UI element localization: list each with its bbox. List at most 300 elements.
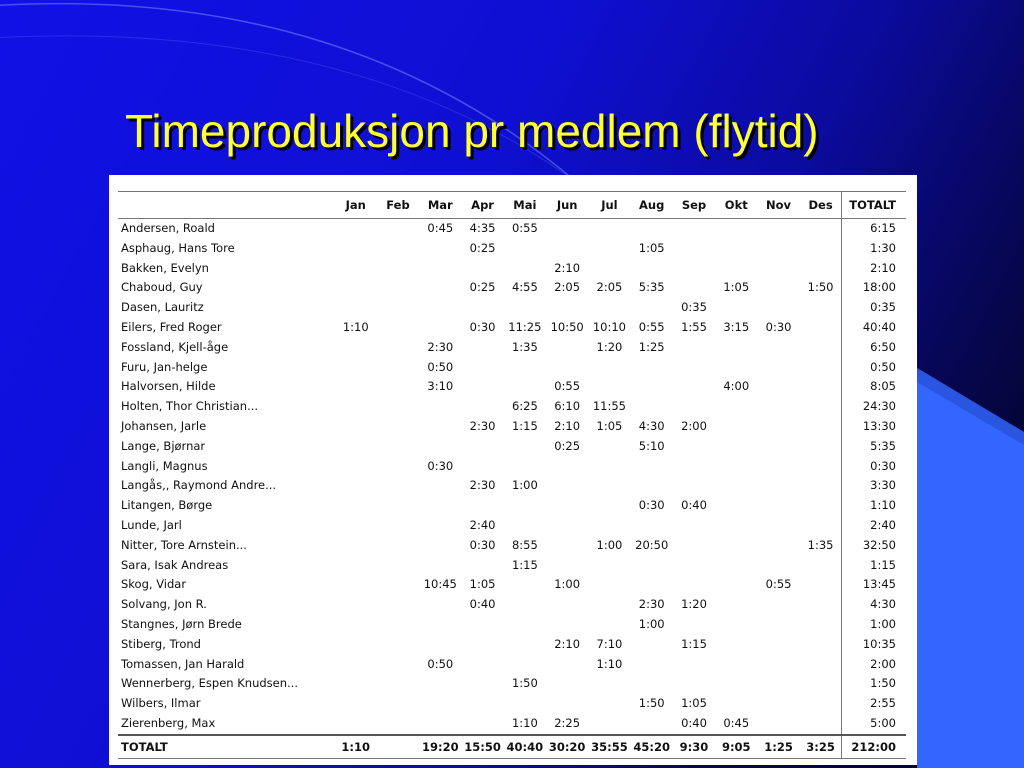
- month-hours-cell: [631, 457, 673, 477]
- column-header: Sep: [681, 198, 707, 212]
- row-total-cell: 0:50: [842, 358, 906, 378]
- month-hours-cell: 0:30: [469, 319, 496, 334]
- month-hours-cell: 0:55: [765, 577, 792, 592]
- row-total-cell: 5:00: [842, 714, 906, 735]
- hours-table: [118, 191, 906, 759]
- table-row: [118, 377, 906, 397]
- month-hours-cell: [504, 635, 546, 655]
- month-hours-cell: 0:50: [427, 359, 454, 374]
- row-total-cell: 2:55: [842, 694, 906, 714]
- month-hours-cell: [419, 556, 461, 576]
- month-hours-cell: 4:55: [511, 280, 538, 295]
- month-hours-cell: [419, 496, 461, 516]
- month-hours-cell: 4:00: [723, 379, 750, 394]
- month-total-cell: 45:20: [631, 735, 673, 759]
- month-hours-cell: 0:55: [554, 379, 581, 394]
- member-name-cell: Johansen, Jarle: [121, 418, 207, 433]
- month-hours-cell: [631, 575, 673, 595]
- month-hours-cell: [335, 694, 377, 714]
- month-hours-cell: [335, 615, 377, 635]
- month-hours-cell: [335, 397, 377, 417]
- month-hours-cell: [757, 635, 799, 655]
- month-hours-cell: 6:10: [554, 399, 581, 414]
- month-hours-cell: [757, 437, 799, 457]
- month-hours-cell: [800, 575, 842, 595]
- month-hours-cell: [588, 556, 630, 576]
- month-hours-cell: [673, 278, 715, 298]
- member-name-cell: Wennerberg, Espen Knudsen...: [121, 676, 298, 691]
- month-hours-cell: [631, 259, 673, 279]
- month-hours-cell: [546, 358, 588, 378]
- member-name-cell: Andersen, Roald: [121, 221, 215, 235]
- table-row: [118, 615, 906, 635]
- month-hours-cell: [631, 674, 673, 694]
- month-hours-cell: [588, 674, 630, 694]
- month-hours-cell: [757, 536, 799, 556]
- month-hours-cell: [673, 615, 715, 635]
- month-hours-cell: [461, 714, 503, 735]
- month-hours-cell: [546, 536, 588, 556]
- month-hours-cell: [588, 694, 630, 714]
- month-hours-cell: [335, 358, 377, 378]
- month-hours-cell: 1:25: [638, 339, 665, 354]
- month-hours-cell: 2:30: [469, 418, 496, 433]
- month-hours-cell: [631, 219, 673, 239]
- month-hours-cell: [715, 239, 757, 259]
- month-hours-cell: [504, 437, 546, 457]
- month-hours-cell: 0:35: [681, 300, 707, 315]
- row-total-cell: 3:30: [842, 476, 906, 496]
- month-hours-cell: [715, 457, 757, 477]
- month-hours-cell: [377, 239, 419, 259]
- month-hours-cell: [377, 714, 419, 735]
- row-total-cell: 8:05: [842, 377, 906, 397]
- month-hours-cell: 0:45: [427, 221, 454, 235]
- month-hours-cell: [461, 358, 503, 378]
- month-hours-cell: [461, 615, 503, 635]
- month-hours-cell: [673, 397, 715, 417]
- month-hours-cell: [377, 457, 419, 477]
- month-hours-cell: [673, 457, 715, 477]
- table-total-row: [118, 735, 906, 759]
- month-hours-cell: [377, 278, 419, 298]
- member-name-cell: Sara, Isak Andreas: [121, 557, 229, 572]
- month-hours-cell: [757, 377, 799, 397]
- table-row: [118, 278, 906, 298]
- month-hours-cell: [673, 655, 715, 675]
- table-row: [118, 694, 906, 714]
- month-hours-cell: [335, 714, 377, 735]
- month-hours-cell: [588, 516, 630, 536]
- month-hours-cell: [757, 338, 799, 358]
- table-panel: [109, 175, 917, 765]
- member-name-cell: Eilers, Fred Roger: [121, 319, 222, 334]
- month-hours-cell: [800, 496, 842, 516]
- month-hours-cell: [461, 437, 503, 457]
- row-total-cell: 1:15: [842, 556, 906, 576]
- month-hours-cell: 1:20: [681, 597, 707, 612]
- month-hours-cell: [377, 358, 419, 378]
- month-hours-cell: [546, 655, 588, 675]
- month-hours-cell: [419, 674, 461, 694]
- month-hours-cell: [715, 259, 757, 279]
- month-hours-cell: 8:55: [511, 537, 538, 552]
- month-hours-cell: [546, 457, 588, 477]
- row-total-cell: 10:35: [842, 635, 906, 655]
- month-hours-cell: [335, 298, 377, 318]
- month-hours-cell: 1:00: [638, 616, 665, 631]
- month-hours-cell: [800, 259, 842, 279]
- month-hours-cell: [546, 694, 588, 714]
- table-row: [118, 298, 906, 318]
- month-hours-cell: 4:35: [469, 221, 496, 235]
- month-hours-cell: [715, 595, 757, 615]
- column-header: Nov: [766, 198, 792, 212]
- month-hours-cell: [673, 516, 715, 536]
- month-hours-cell: [546, 298, 588, 318]
- month-hours-cell: [504, 694, 546, 714]
- row-total-cell: 1:00: [842, 615, 906, 635]
- month-hours-cell: 4:30: [638, 418, 665, 433]
- month-hours-cell: 7:10: [596, 636, 623, 651]
- month-hours-cell: 10:50: [550, 319, 584, 334]
- month-hours-cell: 0:30: [469, 537, 496, 552]
- month-hours-cell: [588, 575, 630, 595]
- month-hours-cell: [377, 437, 419, 457]
- month-hours-cell: [757, 476, 799, 496]
- month-hours-cell: [546, 338, 588, 358]
- month-hours-cell: [546, 516, 588, 536]
- month-hours-cell: [504, 457, 546, 477]
- month-hours-cell: [419, 259, 461, 279]
- month-hours-cell: 0:55: [511, 221, 538, 235]
- month-hours-cell: [757, 457, 799, 477]
- table-row: [118, 259, 906, 279]
- month-hours-cell: 0:30: [427, 458, 454, 473]
- month-hours-cell: [419, 239, 461, 259]
- table-row: [118, 437, 906, 457]
- month-hours-cell: 1:05: [723, 280, 750, 295]
- month-hours-cell: [673, 377, 715, 397]
- month-hours-cell: [800, 298, 842, 318]
- month-hours-cell: [715, 476, 757, 496]
- table-row: [118, 318, 906, 338]
- month-hours-cell: [715, 338, 757, 358]
- table-row: [118, 338, 906, 358]
- month-hours-cell: [419, 298, 461, 318]
- month-hours-cell: [504, 358, 546, 378]
- month-total-cell: 30:20: [546, 735, 588, 759]
- table-row: [118, 635, 906, 655]
- month-hours-cell: [377, 377, 419, 397]
- month-hours-cell: [546, 496, 588, 516]
- month-hours-cell: [631, 358, 673, 378]
- month-hours-cell: 1:55: [681, 319, 707, 334]
- row-total-cell: 1:30: [842, 239, 906, 259]
- month-hours-cell: [800, 516, 842, 536]
- month-hours-cell: [461, 655, 503, 675]
- month-hours-cell: [800, 437, 842, 457]
- month-hours-cell: [461, 496, 503, 516]
- month-hours-cell: 1:35: [807, 537, 834, 552]
- month-total-cell: [377, 735, 419, 759]
- month-hours-cell: 1:05: [469, 577, 496, 592]
- month-hours-cell: [335, 457, 377, 477]
- month-hours-cell: [546, 476, 588, 496]
- table-row: [118, 655, 906, 675]
- member-name-cell: Litangen, Børge: [121, 498, 213, 513]
- month-hours-cell: [377, 338, 419, 358]
- month-hours-cell: 1:20: [596, 339, 623, 354]
- month-hours-cell: [461, 259, 503, 279]
- row-total-cell: 40:40: [842, 318, 906, 338]
- month-hours-cell: [800, 417, 842, 437]
- month-hours-cell: [335, 556, 377, 576]
- column-header: Mar: [427, 198, 453, 212]
- column-header: TOTALT: [842, 192, 906, 219]
- row-total-cell: 2:10: [842, 259, 906, 279]
- month-hours-cell: [800, 556, 842, 576]
- month-hours-cell: [335, 259, 377, 279]
- month-hours-cell: [461, 674, 503, 694]
- month-hours-cell: [335, 437, 377, 457]
- month-hours-cell: [588, 476, 630, 496]
- member-name-cell: Langli, Magnus: [121, 458, 208, 473]
- month-hours-cell: [335, 417, 377, 437]
- month-hours-cell: [335, 278, 377, 298]
- month-hours-cell: [588, 219, 630, 239]
- table-body: [118, 219, 906, 735]
- row-total-cell: 24:30: [842, 397, 906, 417]
- month-hours-cell: [800, 338, 842, 358]
- member-name-cell: Lange, Bjørnar: [121, 438, 206, 453]
- column-header: Jul: [601, 198, 618, 212]
- month-hours-cell: [546, 556, 588, 576]
- month-hours-cell: [588, 239, 630, 259]
- row-total-cell: 4:30: [842, 595, 906, 615]
- month-hours-cell: 6:25: [511, 399, 538, 414]
- grand-total-cell: 212:00: [842, 735, 906, 759]
- month-hours-cell: 2:25: [554, 715, 581, 730]
- month-hours-cell: 2:30: [427, 339, 454, 354]
- month-hours-cell: [800, 615, 842, 635]
- month-hours-cell: 1:05: [681, 696, 707, 711]
- month-hours-cell: 2:30: [638, 597, 665, 612]
- month-hours-cell: 2:30: [469, 478, 496, 493]
- month-hours-cell: 2:05: [596, 280, 623, 295]
- month-hours-cell: [588, 298, 630, 318]
- month-hours-cell: 2:10: [554, 418, 581, 433]
- month-hours-cell: [715, 219, 757, 239]
- column-header: Feb: [386, 198, 410, 212]
- member-name-cell: Lunde, Jarl: [121, 517, 182, 532]
- month-hours-cell: 1:50: [807, 280, 834, 295]
- table-header-row: [118, 192, 906, 219]
- month-hours-cell: [419, 516, 461, 536]
- month-hours-cell: [673, 259, 715, 279]
- month-total-cell: 19:20: [419, 735, 461, 759]
- month-hours-cell: [800, 714, 842, 735]
- month-hours-cell: [419, 437, 461, 457]
- row-total-cell: 6:50: [842, 338, 906, 358]
- month-hours-cell: [461, 556, 503, 576]
- month-hours-cell: [715, 615, 757, 635]
- month-hours-cell: 11:25: [508, 319, 542, 334]
- month-hours-cell: [673, 437, 715, 457]
- header-name-column: [118, 192, 335, 219]
- month-hours-cell: [800, 476, 842, 496]
- column-header: Des: [808, 198, 833, 212]
- row-total-cell: 18:00: [842, 278, 906, 298]
- column-header: Jun: [556, 198, 578, 212]
- month-hours-cell: [673, 476, 715, 496]
- month-hours-cell: [757, 655, 799, 675]
- month-hours-cell: [335, 536, 377, 556]
- month-hours-cell: [504, 377, 546, 397]
- member-name-cell: Solvang, Jon R.: [121, 597, 207, 612]
- month-hours-cell: [377, 536, 419, 556]
- month-hours-cell: [335, 595, 377, 615]
- month-hours-cell: 1:05: [596, 418, 623, 433]
- month-hours-cell: [715, 437, 757, 457]
- month-hours-cell: 1:15: [511, 557, 538, 572]
- row-total-cell: 0:35: [842, 298, 906, 318]
- table-row: [118, 556, 906, 576]
- month-total-cell: 9:05: [715, 735, 757, 759]
- month-hours-cell: [673, 219, 715, 239]
- month-hours-cell: 5:35: [638, 280, 665, 295]
- month-hours-cell: [461, 457, 503, 477]
- month-hours-cell: [800, 694, 842, 714]
- member-name-cell: Stiberg, Trond: [121, 636, 201, 651]
- month-hours-cell: [673, 575, 715, 595]
- member-name-cell: Wilbers, Ilmar: [121, 696, 201, 711]
- month-hours-cell: [800, 655, 842, 675]
- month-hours-cell: [588, 595, 630, 615]
- month-hours-cell: 10:45: [423, 577, 457, 592]
- month-total-cell: 1:10: [335, 735, 377, 759]
- month-hours-cell: 2:40: [469, 517, 496, 532]
- month-hours-cell: 0:25: [469, 280, 496, 295]
- month-hours-cell: [504, 595, 546, 615]
- month-hours-cell: [335, 239, 377, 259]
- month-total-cell: 9:30: [673, 735, 715, 759]
- table-row: [118, 516, 906, 536]
- member-name-cell: Nitter, Tore Arnstein...: [121, 537, 247, 552]
- month-hours-cell: [673, 536, 715, 556]
- month-hours-cell: 1:35: [511, 339, 538, 354]
- month-hours-cell: 3:15: [723, 319, 750, 334]
- month-hours-cell: [377, 516, 419, 536]
- month-hours-cell: [335, 476, 377, 496]
- month-hours-cell: 10:10: [592, 319, 626, 334]
- table-row: [118, 239, 906, 259]
- month-hours-cell: [800, 595, 842, 615]
- month-hours-cell: [588, 714, 630, 735]
- month-hours-cell: 1:10: [596, 656, 623, 671]
- month-hours-cell: [800, 377, 842, 397]
- month-hours-cell: [377, 397, 419, 417]
- row-total-cell: 5:35: [842, 437, 906, 457]
- month-hours-cell: [631, 476, 673, 496]
- month-hours-cell: 0:45: [723, 715, 750, 730]
- month-hours-cell: 0:40: [469, 597, 496, 612]
- month-hours-cell: [673, 338, 715, 358]
- row-total-cell: 1:50: [842, 674, 906, 694]
- month-hours-cell: 1:15: [511, 418, 538, 433]
- month-total-cell: 1:25: [757, 735, 799, 759]
- month-hours-cell: [588, 457, 630, 477]
- month-hours-cell: [757, 556, 799, 576]
- month-hours-cell: [419, 417, 461, 437]
- member-name-cell: Furu, Jan-helge: [121, 359, 208, 374]
- month-hours-cell: [504, 516, 546, 536]
- month-hours-cell: [419, 278, 461, 298]
- month-hours-cell: [757, 615, 799, 635]
- member-name-cell: Skog, Vidar: [121, 577, 187, 592]
- month-hours-cell: [715, 496, 757, 516]
- row-total-cell: 6:15: [842, 219, 906, 239]
- month-hours-cell: [673, 239, 715, 259]
- month-hours-cell: 1:10: [511, 715, 538, 730]
- month-hours-cell: [419, 635, 461, 655]
- month-hours-cell: [800, 239, 842, 259]
- month-hours-cell: 0:40: [681, 715, 707, 730]
- month-hours-cell: 1:00: [511, 478, 538, 493]
- row-total-cell: 2:00: [842, 655, 906, 675]
- month-hours-cell: [461, 298, 503, 318]
- month-hours-cell: [631, 635, 673, 655]
- month-hours-cell: [715, 417, 757, 437]
- month-hours-cell: [504, 259, 546, 279]
- month-hours-cell: [631, 397, 673, 417]
- column-header: Apr: [471, 198, 494, 212]
- month-hours-cell: [800, 457, 842, 477]
- month-hours-cell: 0:50: [427, 656, 454, 671]
- table-row: [118, 595, 906, 615]
- month-hours-cell: [377, 655, 419, 675]
- table-row: [118, 417, 906, 437]
- month-hours-cell: [715, 397, 757, 417]
- month-hours-cell: 1:05: [638, 240, 665, 255]
- month-hours-cell: [673, 358, 715, 378]
- month-hours-cell: [757, 219, 799, 239]
- month-hours-cell: [800, 674, 842, 694]
- month-hours-cell: 0:25: [469, 240, 496, 255]
- slide-title: Timeproduksjon pr medlem (flytid): [125, 105, 819, 157]
- month-hours-cell: [715, 536, 757, 556]
- month-hours-cell: [546, 239, 588, 259]
- month-hours-cell: [715, 358, 757, 378]
- month-hours-cell: [757, 694, 799, 714]
- month-hours-cell: [757, 278, 799, 298]
- month-hours-cell: [504, 655, 546, 675]
- row-total-cell: 13:45: [842, 575, 906, 595]
- member-name-cell: Zierenberg, Max: [121, 715, 216, 730]
- month-hours-cell: [335, 655, 377, 675]
- table-row: [118, 714, 906, 735]
- month-hours-cell: [377, 476, 419, 496]
- month-hours-cell: [335, 219, 377, 239]
- member-name-cell: Langås,, Raymond Andre...: [121, 478, 277, 493]
- month-hours-cell: 2:00: [681, 418, 707, 433]
- row-total-cell: 0:30: [842, 457, 906, 477]
- month-hours-cell: [800, 397, 842, 417]
- month-hours-cell: [631, 714, 673, 735]
- row-total-cell: 1:10: [842, 496, 906, 516]
- month-hours-cell: 1:00: [596, 537, 623, 552]
- member-name-cell: Halvorsen, Hilde: [121, 379, 216, 394]
